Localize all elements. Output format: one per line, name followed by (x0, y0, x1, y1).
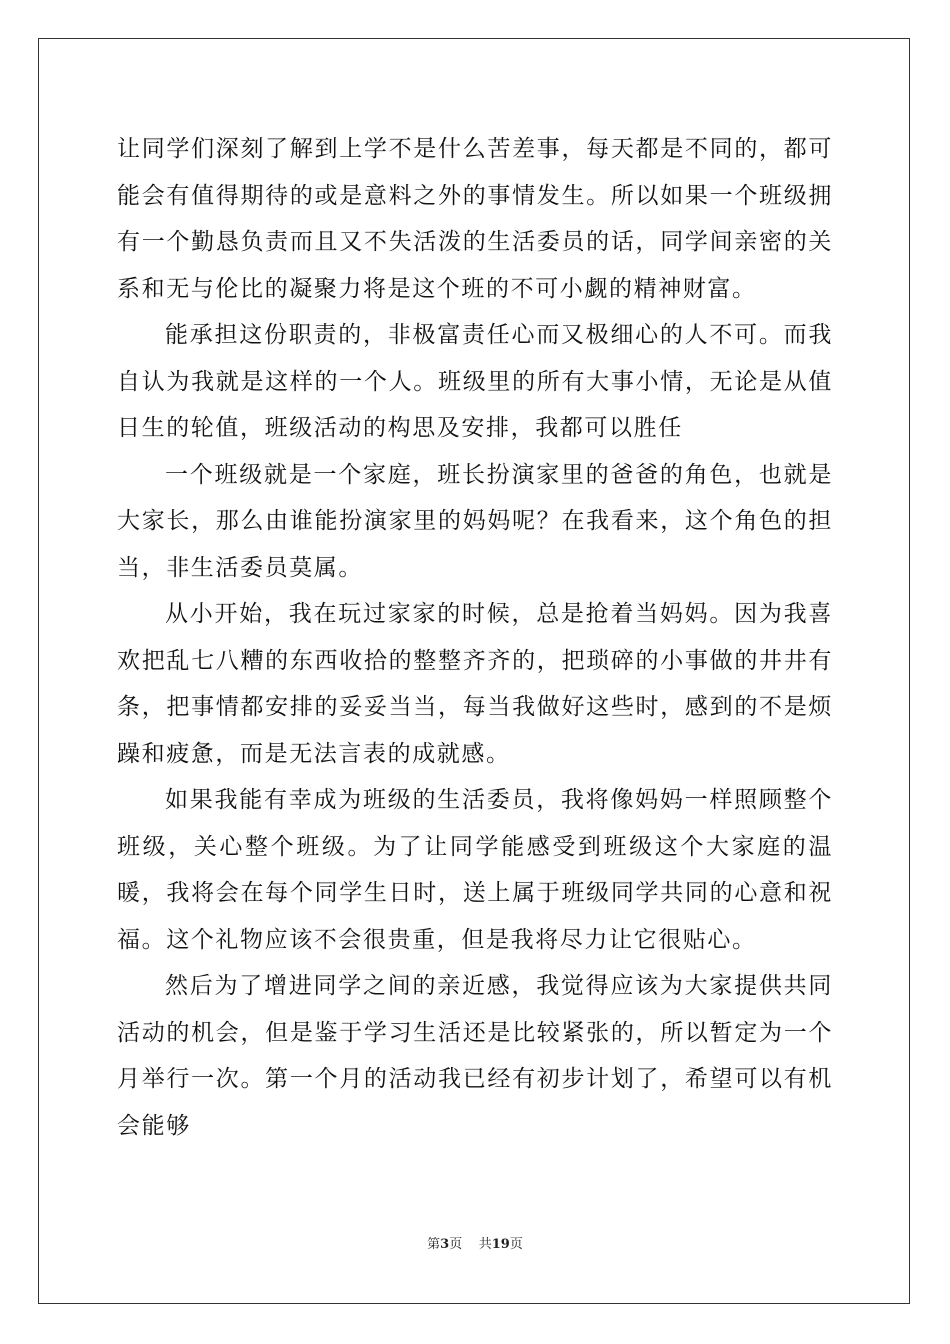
total-pages: 19 (491, 1237, 510, 1252)
paragraph-1: 让同学们深刻了解到上学不是什么苦差事，每天都是不同的，都可能会有值得期待的或是意料之外的事情发生。所以如果一个班级拥有一个勤恳负责而且又不失活泼的生活委员的话，同学间亲密的关系和无与伦比的凝聚力将是这个班的不可小觑的精神财富。 (117, 136, 833, 302)
page-footer (0, 1236, 950, 1254)
paragraph-4: 从小开始，我在玩过家家的时候，总是抢着当妈妈。因为我喜欢把乱七八糟的东西收拾的整整齐齐的，把琐碎的小事做的井井有条，把事情都安排的妥妥当当，每当我做好这些时，感到的不是烦躁和疲惫，而是无法言表的成就感。 (117, 601, 833, 767)
document-body (117, 126, 833, 1149)
total-label-prefix: 共 (478, 1237, 492, 1252)
total-label-suffix: 页 (509, 1237, 523, 1252)
paragraph-6: 然后为了增进同学之间的亲近感，我觉得应该为大家提供共同活动的机会，但是鉴于学习生活还是比较紧张的，所以暂定为一个月举行一次。第一个月的活动我已经有初步计划了，希望可以有机会能够 (117, 973, 833, 1139)
paragraph-2: 能承担这份职责的，非极富责任心而又极细心的人不可。而我自认为我就是这样的一个人。班级里的所有大事小情，无论是从值日生的轮值，班级活动的构思及安排，我都可以胜任 (117, 322, 833, 441)
page-number: 3 (440, 1237, 450, 1252)
page-label-suffix: 页 (449, 1237, 463, 1252)
paragraph-5: 如果我能有幸成为班级的生活委员，我将像妈妈一样照顾整个班级，关心整个班级。为了让同学能感受到班级这个大家庭的温暖，我将会在每个同学生日时，送上属于班级同学共同的心意和祝福。这个礼物应该不会很贵重，但是我将尽力让它很贴心。 (117, 787, 833, 953)
paragraph-3: 一个班级就是一个家庭，班长扮演家里的爸爸的角色，也就是大家长，那么由谁能扮演家里的妈妈呢？在我看来，这个角色的担当，非生活委员莫属。 (117, 461, 833, 581)
page-label-prefix: 第 (427, 1237, 441, 1252)
